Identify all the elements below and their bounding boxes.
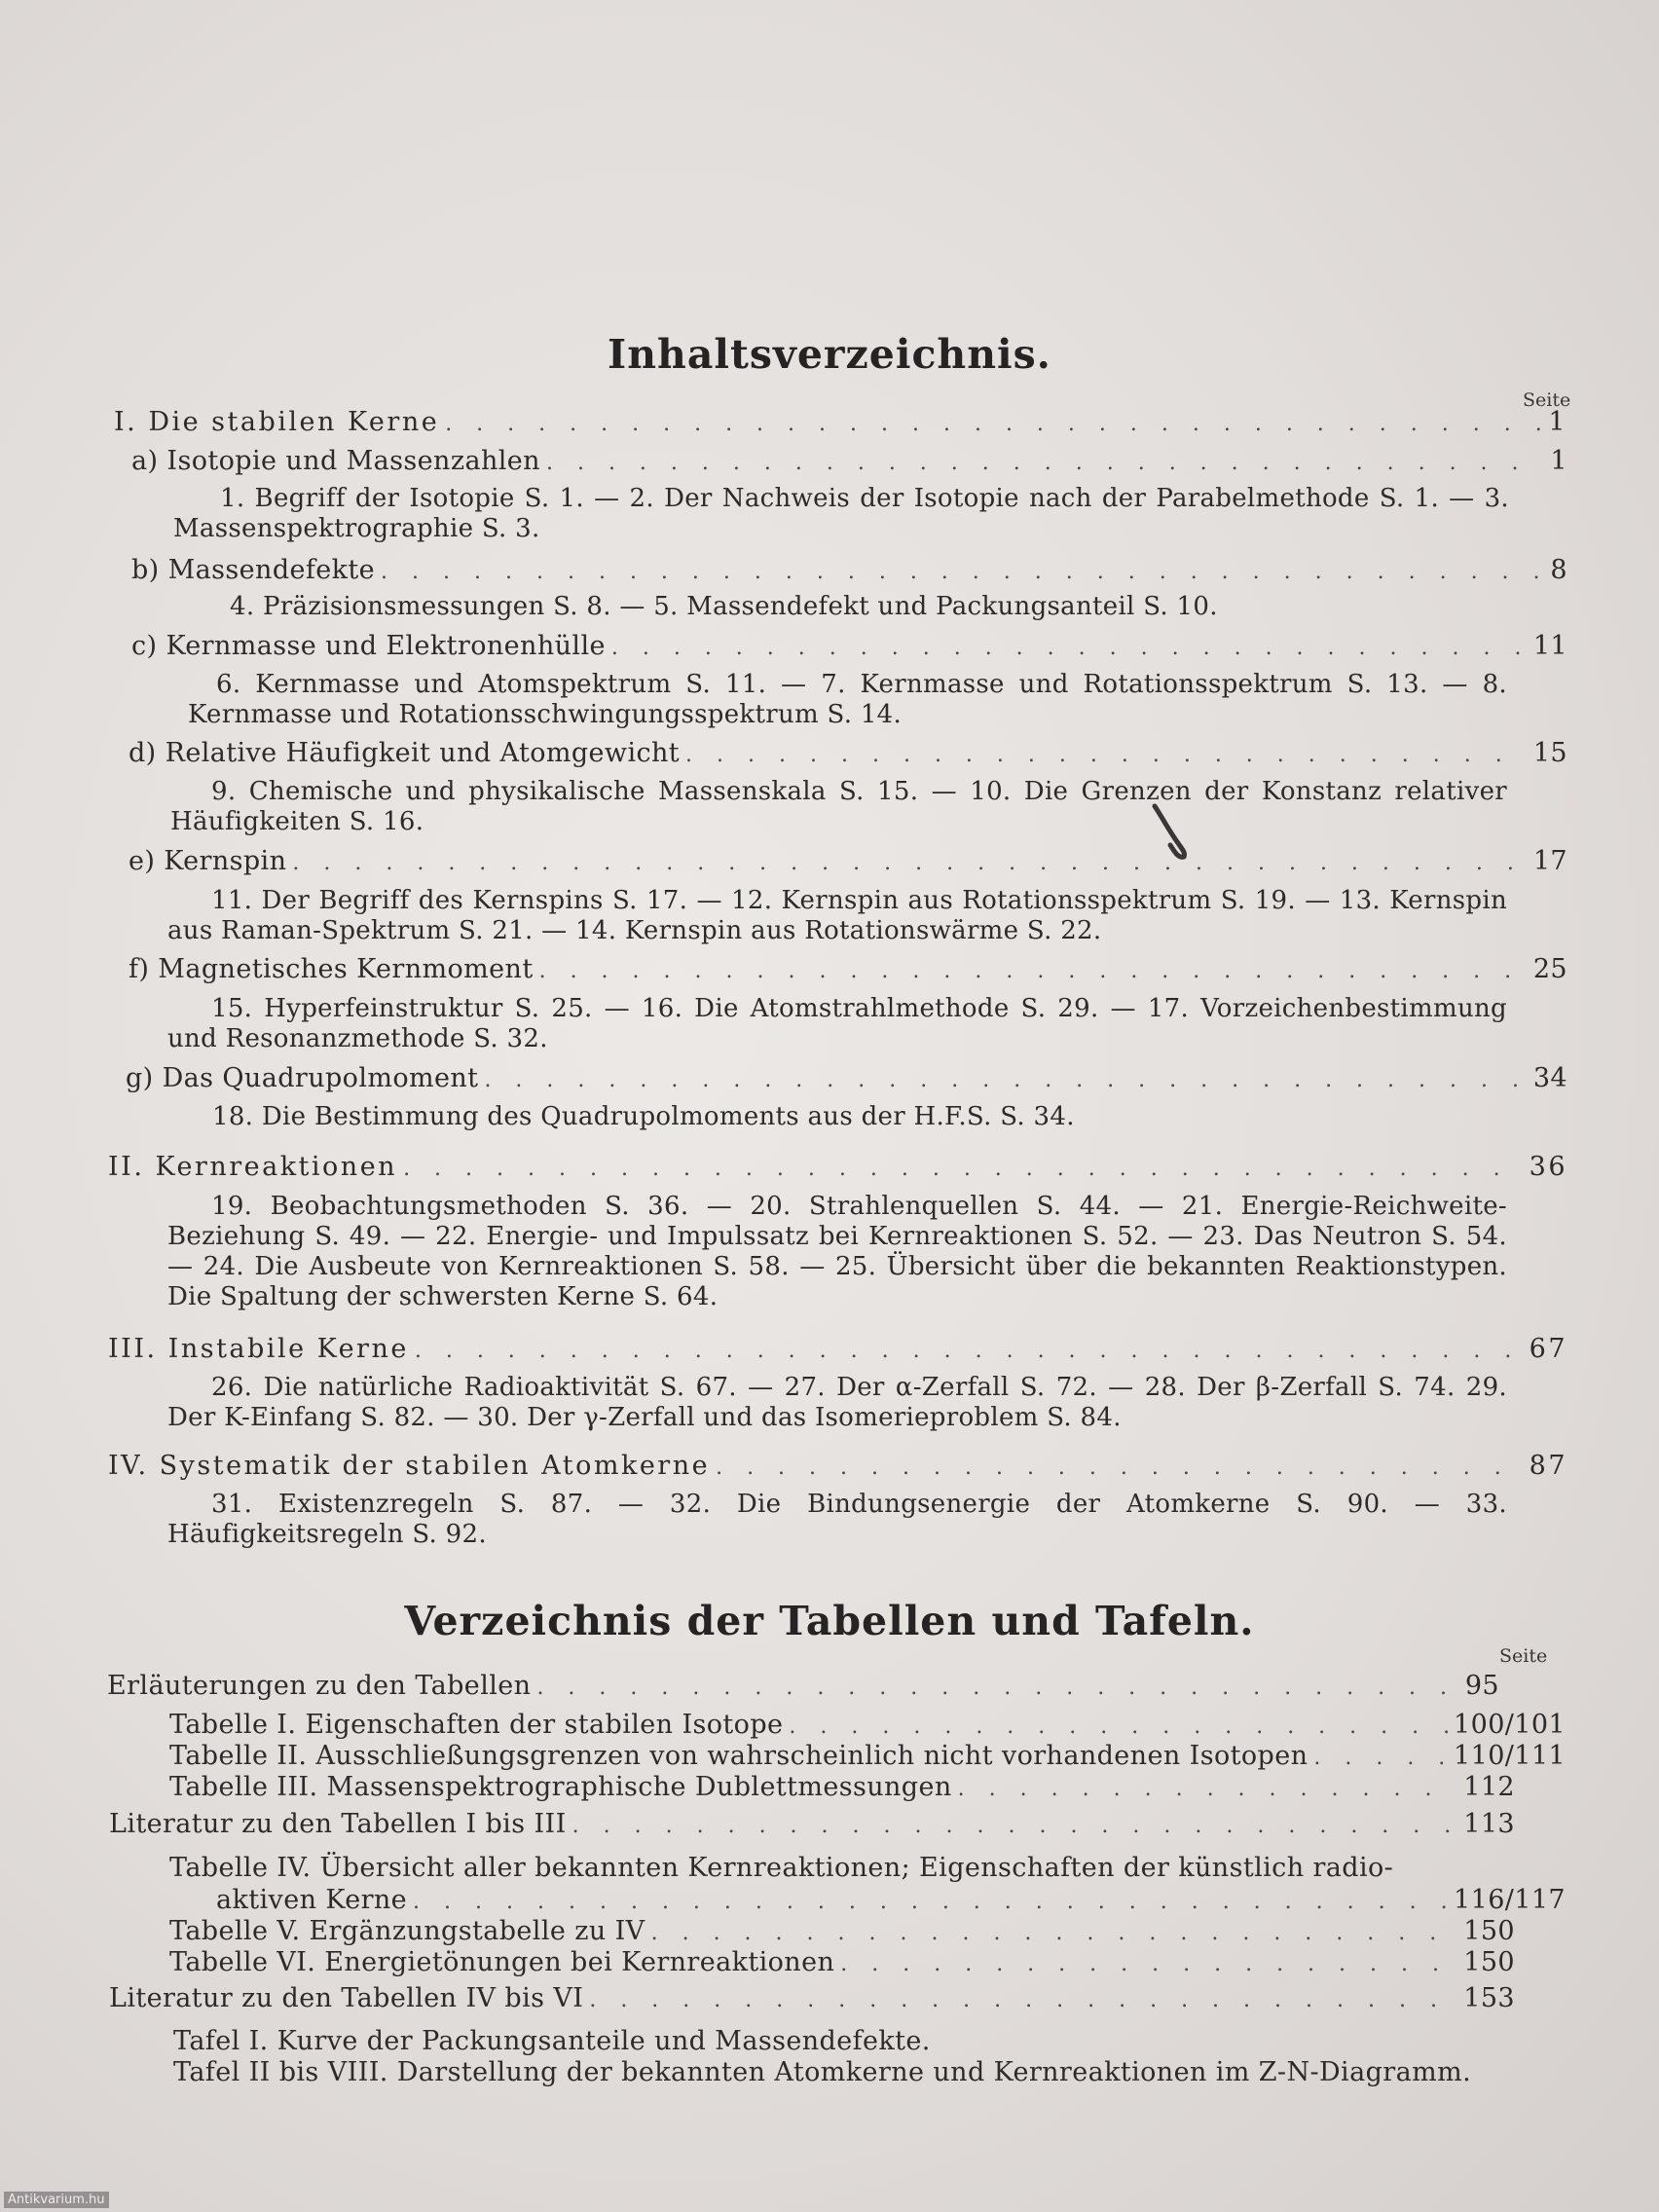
toc-entry (131, 555, 1567, 585)
table-list-page: 150 (1463, 1947, 1515, 1977)
toc-entry-label: g) Das Quadrupolmoment (126, 1063, 479, 1093)
toc-subsection-text: 4. Präzisionsmessungen S. 8. — 5. Massendefekt und Packungsanteil S. 10. (230, 592, 1218, 621)
toc-entry-label: IV. Systematik der stabilen Atomkerne (108, 1451, 711, 1481)
toc-subsection-text: 11. Der Begriff des Kernspins S. 17. — 12. Kernspin aus Rotationsspektrum S. 19. — 13. Kernspin aus Raman-Spektrum S. 21. — 14. Kernspin aus Rotationswärme S. 22. (167, 886, 1507, 945)
plate-entry-text: Tafel I. Kurve der Packungsanteile und Massendefekte. (173, 2026, 931, 2056)
toc-subsection-text: 1. Begriff der Isotopie S. 1. — 2. Der Nachweis der Isotopie nach der Parabelmethode S. 1. — 3. Massenspektrographie S. 3. (173, 484, 1509, 543)
table-list-page: 95 (1464, 1671, 1499, 1701)
table-list-label: aktiven Kerne (216, 1885, 408, 1915)
plate-entry (173, 2057, 1566, 2087)
toc-entry-page: 36 (1529, 1152, 1567, 1182)
toc-entry-page: 67 (1529, 1334, 1567, 1364)
toc-subsection-text: 31. Existenzregeln S. 87. — 32. Die Bindungsenergie der Atomkerne S. 90. — 33. Häufigkeitsregeln S. 92. (167, 1490, 1507, 1549)
toc-entry-page: 11 (1532, 631, 1567, 661)
table-list-page: 100/101 (1454, 1710, 1566, 1740)
table-list-entry (107, 1671, 1499, 1701)
toc-entry (129, 846, 1567, 876)
toc-entry (108, 1152, 1567, 1182)
toc-entry (114, 407, 1567, 437)
ink-smudge (1149, 800, 1192, 863)
table-list-label: Tabelle II. Ausschließungsgrenzen von wahrscheinlich nicht vorhandenen Isotopen (169, 1741, 1309, 1771)
tables-title: Verzeichnis der Tabellen und Tafeln. (404, 1598, 1255, 1644)
toc-title: Inhaltsverzeichnis. (608, 331, 1051, 378)
toc-subsection-text: 18. Die Bestimmung des Quadrupolmoments aus der H.F.S. S. 34. (212, 1102, 1075, 1131)
toc-entry-label: I. Die stabilen Kerne (114, 407, 440, 437)
toc-entry-label: a) Isotopie und Massenzahlen (131, 446, 540, 476)
toc-subsection-text: 9. Chemische und physikalische Massenskala S. 15. — 10. Die Grenzen der Konstanz relativer Häufigkeiten S. 16. (170, 777, 1507, 836)
toc-entry-label: III. Instabile Kerne (108, 1334, 409, 1364)
toc-entry-label: f) Magnetisches Kernmoment (129, 954, 534, 984)
toc-entry-page: 17 (1532, 846, 1567, 876)
toc-subsection-text: 6. Kernmasse und Atomspektrum S. 11. — 7. Kernmasse und Rotationsspektrum S. 13. — 8. Kernmasse und Rotationsschwingungsspektrum S. 14. (188, 670, 1507, 729)
toc-entry-label: c) Kernmasse und Elektronenhülle (131, 631, 606, 661)
watermark: Antikvarium.hu (4, 2192, 109, 2208)
table-list-entry (109, 1809, 1515, 1839)
table-list-page: 116/117 (1454, 1885, 1566, 1915)
table-list-entry (169, 1853, 1523, 1883)
tables-seite-label: Seite (1499, 1645, 1548, 1667)
table-list-entry (169, 1772, 1515, 1802)
toc-entry-label: b) Massendefekte (131, 555, 376, 585)
toc-entry-label: d) Relative Häufigkeit und Atomgewicht (129, 738, 681, 768)
toc-entry (108, 1451, 1567, 1481)
table-list-entry (216, 1885, 1566, 1915)
plate-entry-text: Tafel II bis VIII. Darstellung der bekannten Atomkerne und Kernreaktionen im Z-N-Diagramm. (173, 2057, 1472, 2087)
table-list-entry (109, 1983, 1515, 2013)
table-list-page: 113 (1463, 1809, 1515, 1839)
toc-entry-page: 8 (1550, 555, 1567, 585)
table-list-page: 110/111 (1454, 1741, 1566, 1771)
toc-entry-page: 25 (1532, 954, 1567, 984)
toc-entry-page: 1 (1548, 407, 1567, 437)
toc-entry (108, 1334, 1567, 1364)
toc-entry (129, 738, 1567, 768)
table-list-entry (169, 1710, 1566, 1740)
table-list-label: Tabelle I. Eigenschaften der stabilen Isotope (169, 1710, 784, 1740)
table-list-label: Tabelle V. Ergänzungstabelle zu IV (169, 1916, 645, 1946)
toc-entry-page: 1 (1550, 446, 1567, 476)
toc-entry-label: II. Kernreaktionen (108, 1152, 398, 1182)
table-list-entry (169, 1916, 1515, 1946)
table-list-label: Tabelle IV. Übersicht aller bekannten Kernreaktionen; Eigenschaften der künstlich radio- (169, 1853, 1394, 1883)
toc-entry-page: 15 (1532, 738, 1567, 768)
toc-subsection-text: 15. Hyperfeinstruktur S. 25. — 16. Die Atomstrahlmethode S. 29. — 17. Vorzeichenbestimmung und Resonanzmethode S. 32. (167, 994, 1507, 1053)
toc-entry (126, 1063, 1567, 1093)
table-list-label: Literatur zu den Tabellen I bis III (109, 1809, 567, 1839)
table-list-label: Erläuterungen zu den Tabellen (107, 1671, 532, 1701)
table-list-label: Tabelle VI. Energietönungen bei Kernreaktionen (169, 1947, 835, 1977)
toc-seite-label: Seite (1523, 389, 1571, 411)
toc-entry (129, 954, 1567, 984)
table-list-page: 112 (1463, 1772, 1515, 1802)
toc-entry (131, 446, 1567, 476)
plate-entry (173, 2026, 1566, 2056)
table-list-page: 153 (1463, 1983, 1515, 2013)
toc-entry-page: 34 (1532, 1063, 1567, 1093)
toc-entry-label: e) Kernspin (129, 846, 287, 876)
toc-entry (131, 631, 1567, 661)
table-list-entry (169, 1947, 1515, 1977)
toc-subsection-text: 26. Die natürliche Radioaktivität S. 67. — 27. Der α-Zerfall S. 72. — 28. Der β-Zerfall S. 74. 29. Der K-Einfang S. 82. — 30. Der γ-Zerfall und das Isomerieproblem S. 84. (167, 1373, 1507, 1432)
table-list-page: 150 (1463, 1916, 1515, 1946)
toc-entry-page: 87 (1529, 1451, 1567, 1481)
table-list-label: Literatur zu den Tabellen IV bis VI (109, 1983, 584, 2013)
table-list-entry (169, 1741, 1566, 1771)
table-list-label: Tabelle III. Massenspektrographische Dublettmessungen (169, 1772, 952, 1802)
toc-subsection-text: 19. Beobachtungsmethoden S. 36. — 20. Strahlenquellen S. 44. — 21. Energie-Reichweite-Beziehung S. 49. — 22. Energie- und Impulssatz bei Kernreaktionen S. 52. — 23. Das Neutron S. 54. — 24. Die Ausbeute von Kernreaktionen S. 58. — 25. Übersicht über die bekannten Reaktionstypen. Die Spaltung der schwersten Kerne S. 64. (167, 1192, 1507, 1311)
